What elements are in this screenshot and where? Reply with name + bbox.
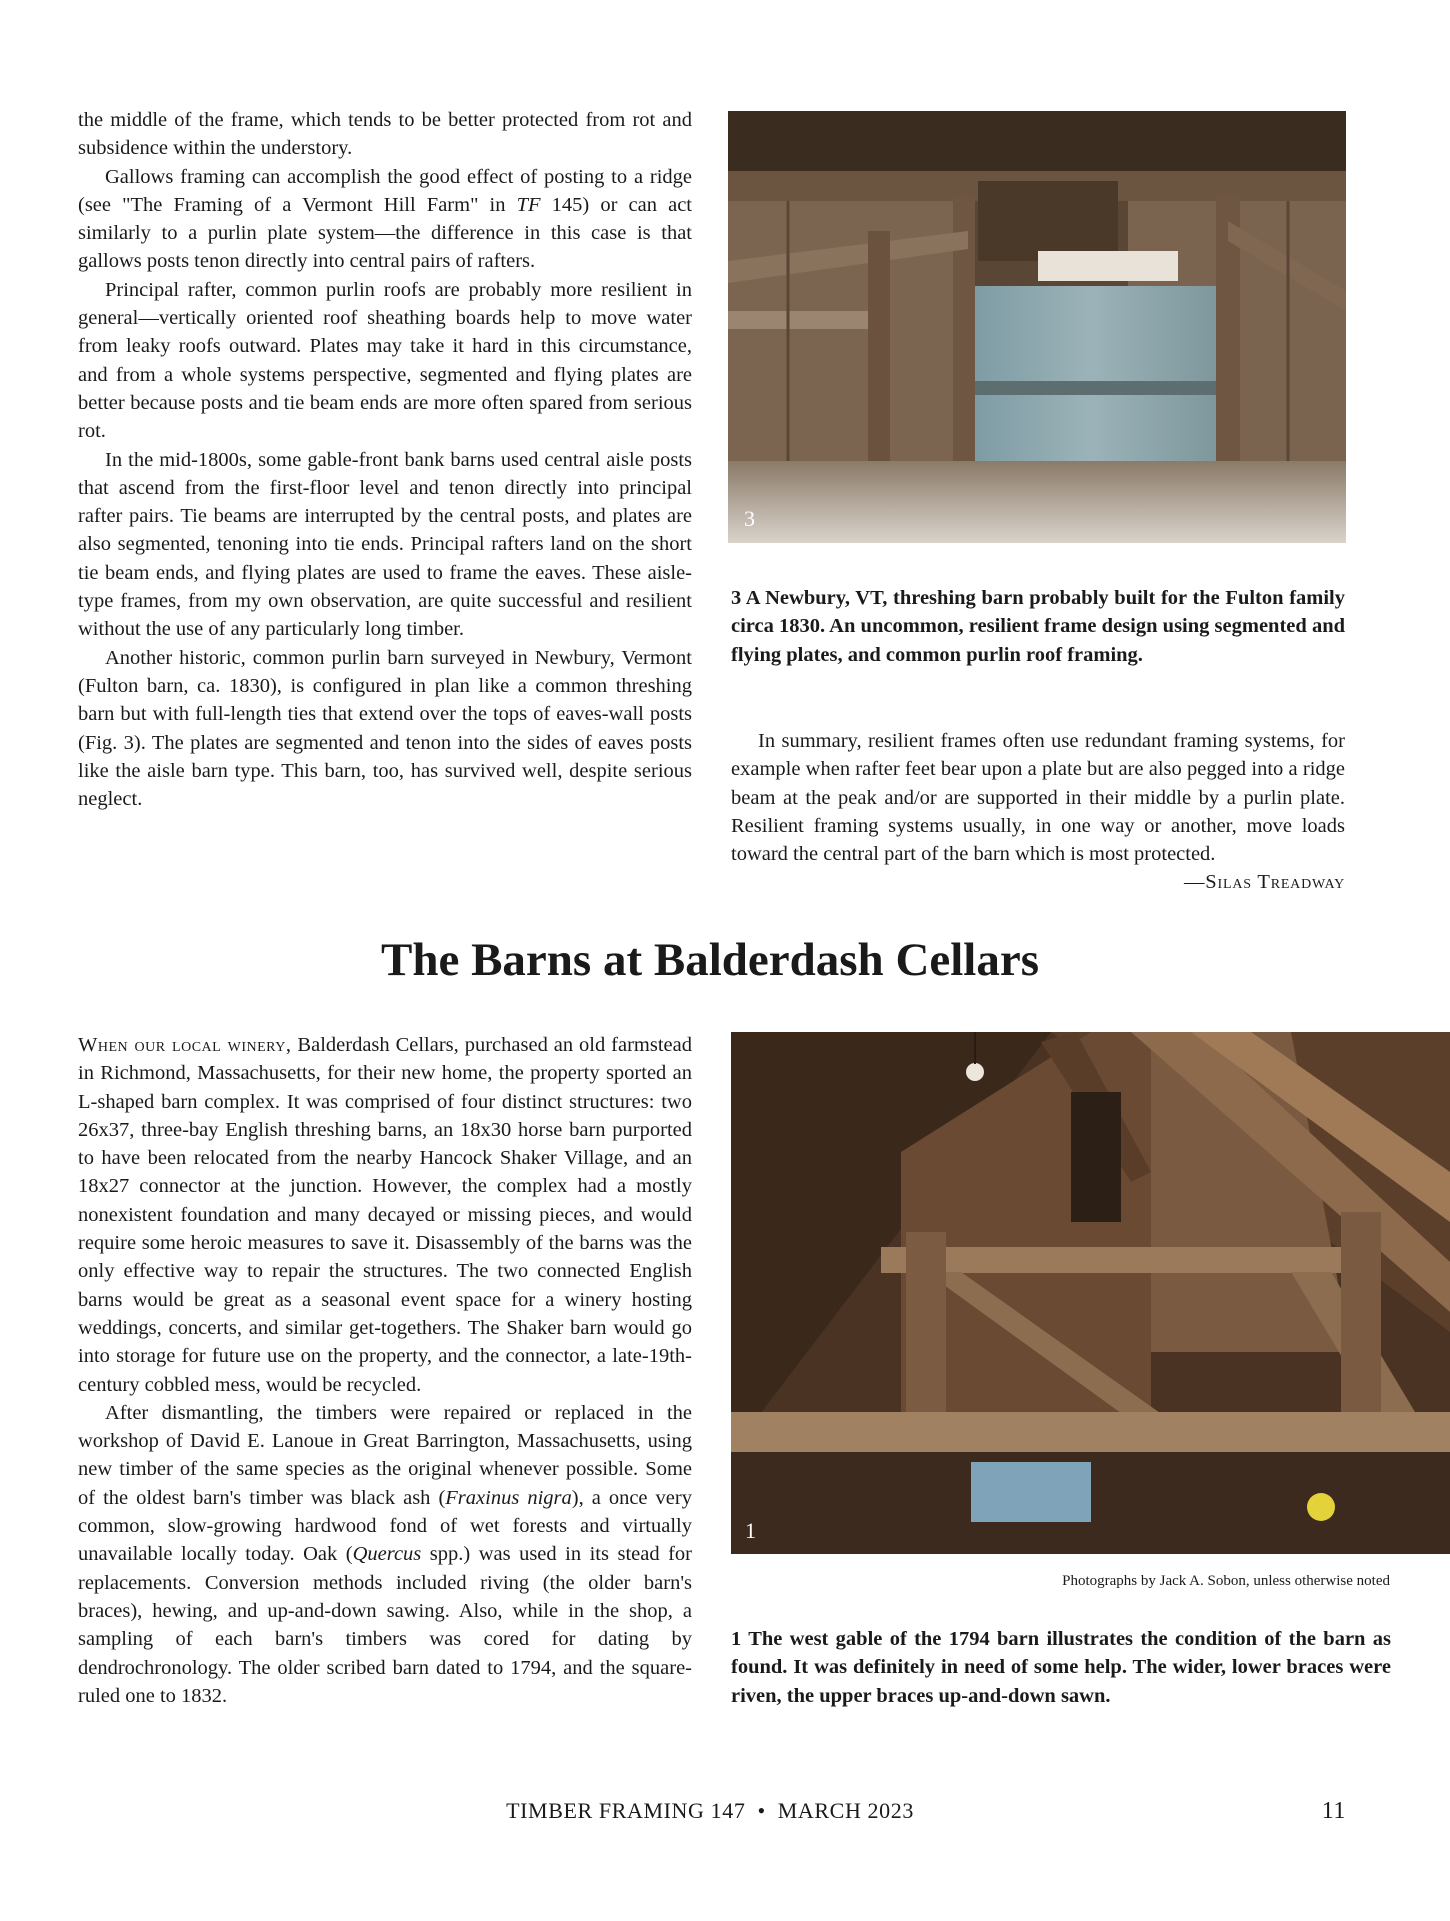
figure-3-photo bbox=[728, 111, 1346, 543]
text-run: Gallows framing can accomplish the good effect of posting to a ridge (see "The Framing of a Vermont Hill Farm" in bbox=[78, 165, 692, 216]
separator: • bbox=[757, 1798, 766, 1823]
figure-number: 1 bbox=[745, 1518, 756, 1543]
page-footer bbox=[0, 1798, 1450, 1832]
figure-3-caption: 3 A Newbury, VT, threshing barn probably built for the Fulton family circa 1830. An uncommon, resilient frame design using segmented and flying plates, and common purlin roof framing. bbox=[731, 587, 1345, 666]
paragraph: In the mid-1800s, some gable-front bank barns used central aisle posts that ascend from the first-floor level and tenon directly into principal rafter pairs. Tie beams are interrupted by the central posts, and plates are also segmented, tenoning into tie ends. Principal rafters land on the short tie beam ends, and flying plates are used to frame the eaves. These aisle-type frames, from my own observation, are quite successful and resilient without the use of any particularly long timber. bbox=[78, 448, 692, 641]
magazine-name: TIMBER FRAMING 147 bbox=[506, 1798, 746, 1823]
paragraph bbox=[78, 1399, 692, 1710]
barn-gable-image bbox=[731, 1032, 1450, 1554]
left-column-bottom bbox=[78, 1031, 692, 1710]
page-number: 11 bbox=[1321, 1798, 1346, 1824]
author-signature: —Silas Treadway bbox=[1184, 871, 1345, 894]
italic-run: Fraxinus nigra bbox=[445, 1486, 572, 1509]
paragraph: Principal rafter, common purlin roofs are probably more resilient in general—vertically oriented roof sheathing boards help to move water from leaky roofs outward. Plates may take it hard in this circumstance, and from a whole systems perspective, segmented and flying plates are better because posts and tie beam ends are more often spared from serious rot. bbox=[78, 278, 692, 443]
italic-run: Quercus bbox=[352, 1543, 422, 1566]
summary-paragraph: In summary, resilient frames often use redundant framing systems, for example when rafter feet bear upon a plate but are also pegged into a ridge beam at the peak and/or are supported in their middle by a purlin plate. Resilient framing systems usually, in one way or another, move loads toward the central part of the barn which is most protected. bbox=[731, 730, 1345, 866]
text-run: After dismantling, the timbers were repaired or replaced in the workshop of David E. Lanoue in Great Barrington, Massachusetts, using new timber of the same species as the original whenever possible. Some of the oldest barn's timber was black ash ( bbox=[78, 1401, 692, 1509]
paragraph: Another historic, common purlin barn surveyed in Newbury, Vermont (Fulton barn, ca. 1830), is configured in plan like a common threshing barn but with full-length ties that extend over the tops of eaves-wall posts (Fig. 3). The plates are segmented and tenon into the sides of eaves posts like the aisle barn type. This barn, too, has survived well, despite serious neglect. bbox=[78, 646, 692, 811]
paragraph bbox=[78, 163, 692, 276]
text-run: Balderdash Cellars, purchased an old farmstead in Richmond, Massachusetts, for their new home, the property sported an L-shaped barn complex. It was comprised of four distinct structures: two 26x37, three-bay English threshing barns, an 18x30 horse barn purported to have been relocated from the nearby Hancock Shaker Village, and an 18x27 connector at the junction. However, the complex had a mostly nonexistent foundation and many decayed or missing pieces, and would require some heroic measures to save it. Disassembly of the barns was the only effective way to repair the structures. The two connected English barns would be great as a seasonal event space for a winery hosting weddings, concerts, and similar get-togethers. The Shaker barn would go into storage for future use on the property, and the connector, a late-19th-century cobbled mess, would be recycled. bbox=[78, 1034, 692, 1396]
article-title: The Barns at Balderdash Cellars bbox=[380, 934, 1040, 986]
left-column-top bbox=[78, 106, 692, 813]
figure-1-photo bbox=[731, 1032, 1450, 1554]
figure-1-caption: 1 The west gable of the 1794 barn illustrates the condition of the barn as found. It was definitely in need of some help. The wider, lower braces were riven, the upper braces up-and-down sawn. bbox=[731, 1628, 1391, 1707]
lead-in: When our local winery, bbox=[78, 1034, 292, 1056]
text-run: spp.) was used in its stead for replacements. Conversion methods included riving (the older barn's braces), hewing, and up-and-down sawing. Also, while in the shop, a sampling of each barn's timbers was cored for dating by dendrochronology. The older scribed barn dated to 1794, and the square-ruled one to 1832. bbox=[78, 1543, 692, 1707]
text-run: ), a once very common, slow-growing hardwood fond of wet forests and virtually unavailable locally today. Oak ( bbox=[78, 1486, 692, 1566]
footer-publication bbox=[0, 1798, 1420, 1824]
barn-interior-image bbox=[728, 111, 1346, 543]
text-run: 145) or can act similarly to a purlin plate system—the difference in this case is that gallows posts tenon directly into central pairs of rafters. bbox=[78, 193, 692, 273]
photo-credit: Photographs by Jack A. Sobon, unless otherwise noted bbox=[1062, 1573, 1390, 1589]
italic-run: TF bbox=[516, 193, 541, 216]
paragraph: the middle of the frame, which tends to be better protected from rot and subsidence within the understory. bbox=[78, 109, 692, 160]
paragraph bbox=[78, 1031, 692, 1399]
issue-date: MARCH 2023 bbox=[777, 1798, 914, 1823]
figure-number: 3 bbox=[744, 506, 755, 531]
summary-column bbox=[731, 727, 1345, 897]
